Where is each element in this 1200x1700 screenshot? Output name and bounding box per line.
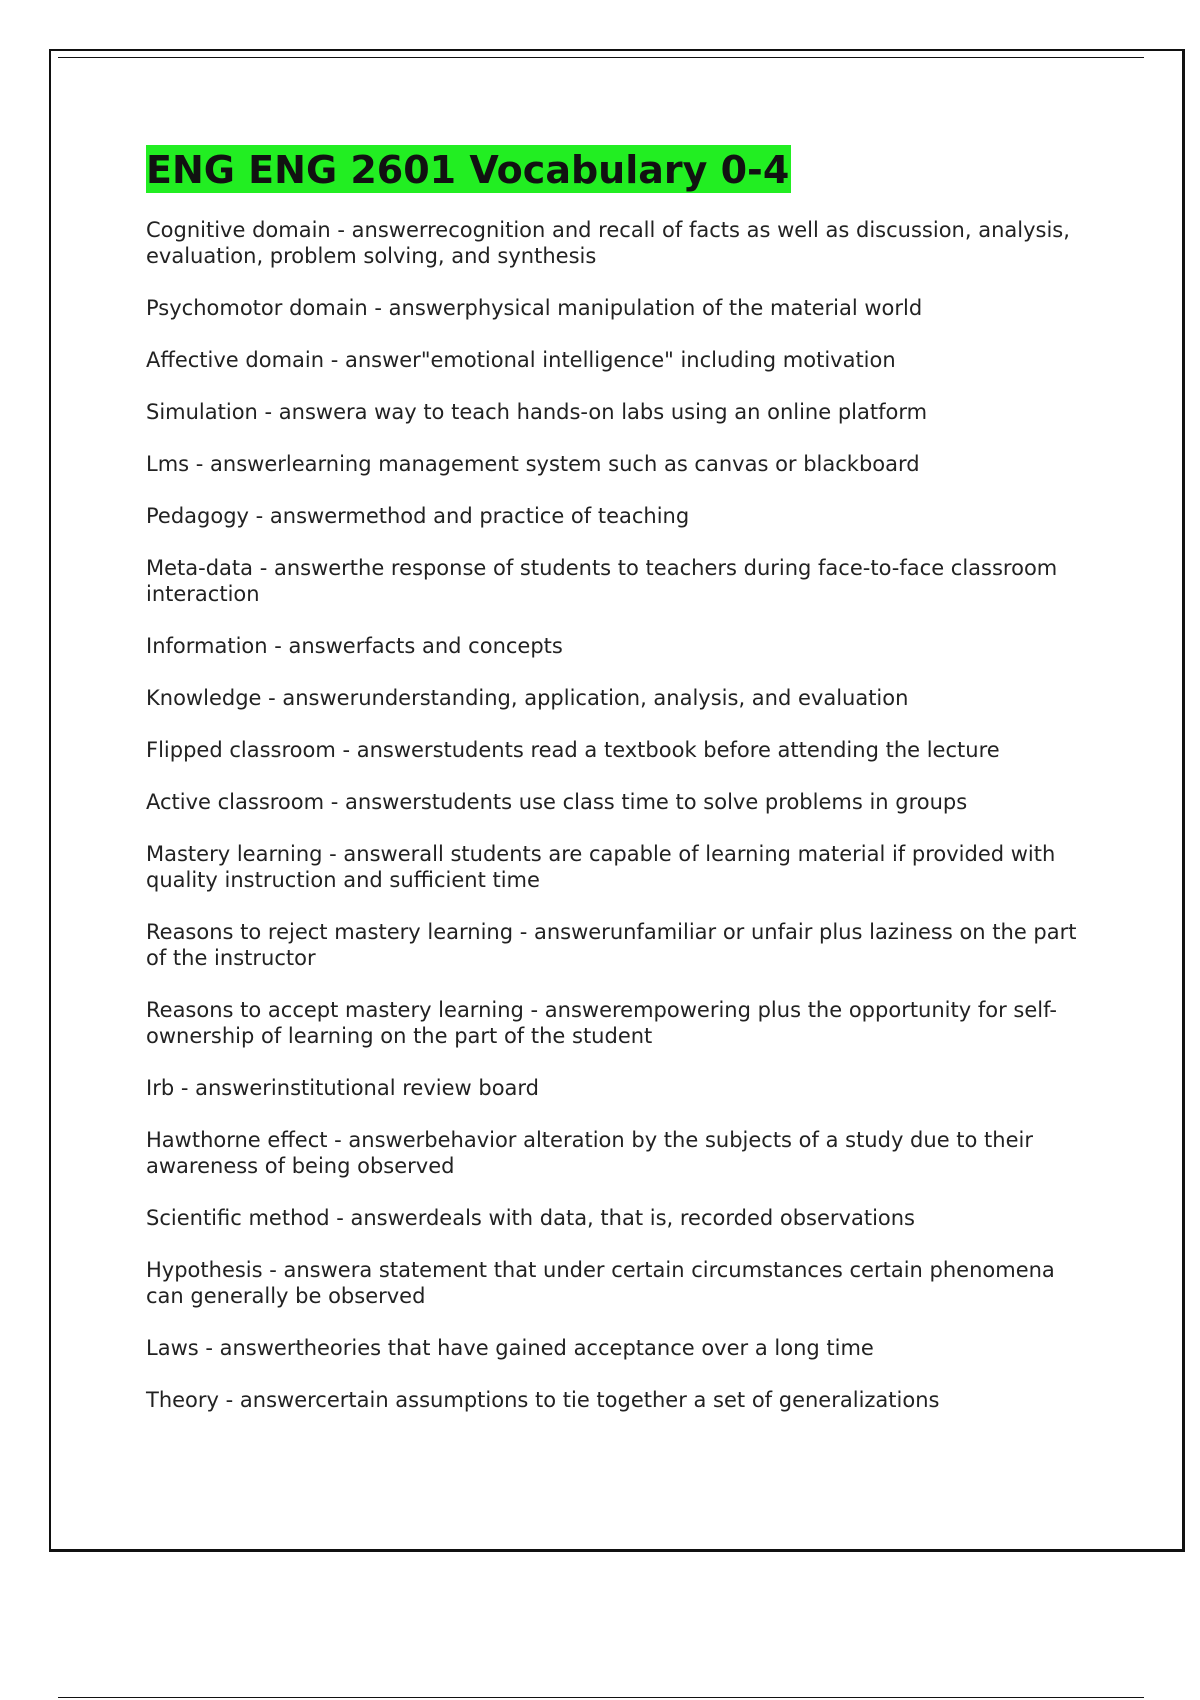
- vocabulary-entry: Active classroom - answerstudents use class time to solve problems in groups: [146, 790, 968, 814]
- vocabulary-entry: Irb - answerinstitutional review board: [146, 1076, 540, 1100]
- vocabulary-entry: Information - answerfacts and concepts: [146, 634, 563, 658]
- bottom-rule: [58, 1697, 1144, 1698]
- vocabulary-entry: Psychomotor domain - answerphysical manipulation of the material world: [146, 296, 923, 320]
- top-rule: [58, 57, 1144, 58]
- vocabulary-entry: Reasons to reject mastery learning - answerunfamiliar or unfair plus laziness on the part of the instructor: [146, 920, 1077, 970]
- vocabulary-entry: Reasons to accept mastery learning - answerempowering plus the opportunity for self-ownership of learning on the part of the student: [146, 998, 1057, 1048]
- vocabulary-entry: Hypothesis - answera statement that under certain circumstances certain phenomena can generally be observed: [146, 1258, 1055, 1308]
- vocabulary-entry: Pedagogy - answermethod and practice of teaching: [146, 504, 690, 528]
- vocabulary-entry: Simulation - answera way to teach hands-on labs using an online platform: [146, 400, 928, 424]
- document-content: [146, 145, 1096, 1439]
- vocabulary-entry: Scientific method - answerdeals with data, that is, recorded observations: [146, 1206, 916, 1230]
- vocabulary-entry: Meta-data - answerthe response of students to teachers during face-to-face classroom interaction: [146, 556, 1058, 606]
- vocabulary-entry: Laws - answertheories that have gained acceptance over a long time: [146, 1336, 874, 1360]
- vocabulary-list: [146, 217, 1096, 1413]
- vocabulary-entry: Flipped classroom - answerstudents read a textbook before attending the lecture: [146, 738, 1000, 762]
- vocabulary-entry: Hawthorne effect - answerbehavior alteration by the subjects of a study due to their awareness of being observed: [146, 1128, 1033, 1178]
- vocabulary-entry: Knowledge - answerunderstanding, application, analysis, and evaluation: [146, 686, 909, 710]
- document-title: ENG ENG 2601 Vocabulary 0-4: [146, 145, 791, 193]
- vocabulary-entry: Cognitive domain - answerrecognition and recall of facts as well as discussion, analysis, evaluation, problem solving, and synthesis: [146, 218, 1070, 268]
- vocabulary-entry: Theory - answercertain assumptions to tie together a set of generalizations: [146, 1388, 940, 1412]
- vocabulary-entry: Mastery learning - answerall students are capable of learning material if provided with quality instruction and sufficient time: [146, 842, 1056, 892]
- vocabulary-entry: Affective domain - answer"emotional intelligence" including motivation: [146, 348, 896, 372]
- vocabulary-entry: Lms - answerlearning management system such as canvas or blackboard: [146, 452, 920, 476]
